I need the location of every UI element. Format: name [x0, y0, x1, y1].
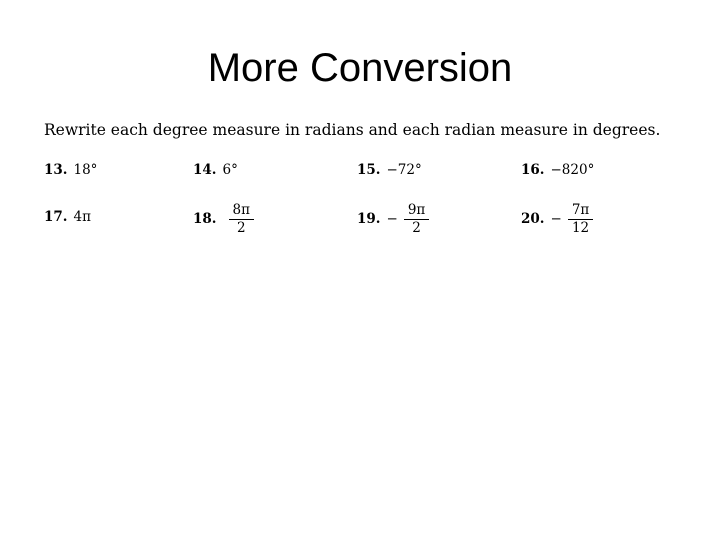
fraction-denominator: 2: [236, 219, 246, 236]
problem-16: [521, 150, 594, 190]
problem-number: 19.: [357, 211, 381, 227]
fraction-numerator: 8π: [229, 203, 254, 220]
problem-19: [357, 199, 429, 239]
problem-number: 15.: [357, 162, 381, 178]
problem-sign: −: [550, 211, 562, 227]
slide-title: More Conversion: [207, 46, 513, 90]
problem-value: −820°: [550, 162, 595, 178]
problem-number: 17.: [44, 209, 68, 225]
problem-number: 16.: [521, 162, 545, 178]
problem-15: [357, 150, 422, 190]
problem-18: [193, 199, 254, 239]
problem-20: [521, 199, 593, 239]
fraction-denominator: 2: [412, 219, 421, 236]
problem-value: 6°: [222, 162, 238, 178]
problem-number: 13.: [44, 162, 68, 178]
problem-13: [44, 150, 97, 190]
problem-17: [44, 197, 91, 237]
fraction-denominator: 12: [571, 219, 590, 236]
problem-value: 18°: [73, 162, 98, 178]
problem-number: 14.: [193, 162, 217, 178]
fraction: [404, 203, 429, 236]
fraction-numerator: 9π: [404, 203, 429, 220]
problem-sign: −: [386, 211, 398, 227]
problem-value: 4π: [73, 209, 91, 225]
problem-value: −72°: [386, 162, 422, 178]
instructions-text: Rewrite each degree measure in radians and each radian measure in degrees.: [44, 121, 661, 139]
problem-number: 18.: [193, 211, 217, 227]
fraction: [568, 203, 593, 236]
fraction-numerator: 7π: [568, 203, 593, 220]
fraction: [229, 203, 254, 236]
problem-14: [193, 150, 238, 190]
problem-number: 20.: [521, 211, 545, 227]
